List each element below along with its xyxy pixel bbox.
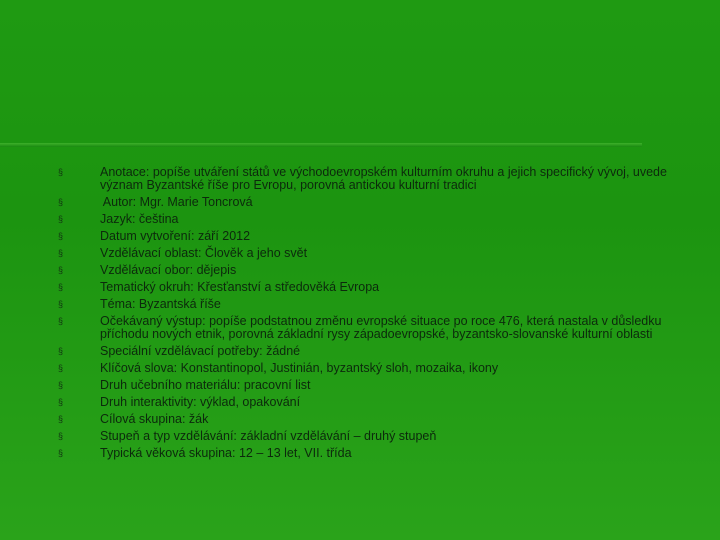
list-item	[58, 230, 698, 243]
header-divider	[0, 143, 642, 147]
bullet-icon: §	[58, 431, 64, 441]
bullet-icon: §	[58, 265, 64, 275]
list-item	[58, 413, 698, 426]
list-item-text: Speciální vzdělávací potřeby: žádné	[100, 344, 301, 358]
bullet-icon: §	[58, 380, 64, 390]
list-item-text: Datum vytvoření: září 2012	[100, 229, 251, 243]
bullet-icon: §	[58, 448, 64, 458]
list-item	[58, 362, 698, 375]
bullet-icon: §	[58, 231, 64, 241]
list-item-text: Vzdělávací obor: dějepis	[100, 263, 237, 277]
list-item-text: Druh interaktivity: výklad, opakování	[100, 395, 301, 409]
list-item	[58, 447, 698, 460]
list-item	[58, 264, 698, 277]
list-item-text: Tematický okruh: Křesťanství a středověká Evropa	[100, 280, 380, 294]
list-item-text: Jazyk: čeština	[100, 212, 179, 226]
bullet-icon: §	[58, 214, 64, 224]
bullet-icon: §	[58, 363, 64, 373]
list-item-text: Klíčová slova: Konstantinopol, Justinián, byzantský sloh, mozaika, ikony	[100, 361, 499, 375]
metadata-list-container	[58, 166, 698, 464]
list-item	[58, 196, 698, 209]
list-item	[58, 379, 698, 392]
list-item-text: Anotace: popíše utváření států ve východoevropském kulturním okruhu a jejich specifický vývoj, uvede význam Byzantské říše pro Evropu, porovná antickou kulturní tradici	[100, 165, 667, 192]
bullet-icon: §	[58, 197, 64, 207]
bullet-icon: §	[58, 346, 64, 356]
list-item-text: Autor: Mgr. Marie Toncrová	[100, 195, 253, 209]
bullet-icon: §	[58, 316, 64, 326]
bullet-icon: §	[58, 414, 64, 424]
list-item	[58, 298, 698, 311]
list-item	[58, 396, 698, 409]
list-item-text: Druh učebního materiálu: pracovní list	[100, 378, 311, 392]
list-item-text: Očekávaný výstup: popíše podstatnou změnu evropské situace po roce 476, která nastala v důsledku příchodu nových etnik, porovná základní rysy západoevropské, byzantsko-slovanské kulturní oblasti	[100, 314, 662, 341]
list-item	[58, 213, 698, 226]
list-item	[58, 281, 698, 294]
list-item-text: Vzdělávací oblast: Člověk a jeho svět	[100, 246, 308, 260]
bullet-icon: §	[58, 397, 64, 407]
bullet-icon: §	[58, 299, 64, 309]
bullet-icon: §	[58, 167, 64, 177]
list-item	[58, 345, 698, 358]
list-item	[58, 315, 698, 341]
list-item-text: Typická věková skupina: 12 – 13 let, VII. třída	[100, 446, 352, 460]
list-item-text: Cílová skupina: žák	[100, 412, 209, 426]
list-item-text: Stupeň a typ vzdělávání: základní vzdělávání – druhý stupeň	[100, 429, 437, 443]
list-item	[58, 430, 698, 443]
list-item-text: Téma: Byzantská říše	[100, 297, 221, 311]
metadata-list	[58, 166, 698, 460]
list-item	[58, 166, 698, 192]
bullet-icon: §	[58, 282, 64, 292]
bullet-icon: §	[58, 248, 64, 258]
list-item	[58, 247, 698, 260]
